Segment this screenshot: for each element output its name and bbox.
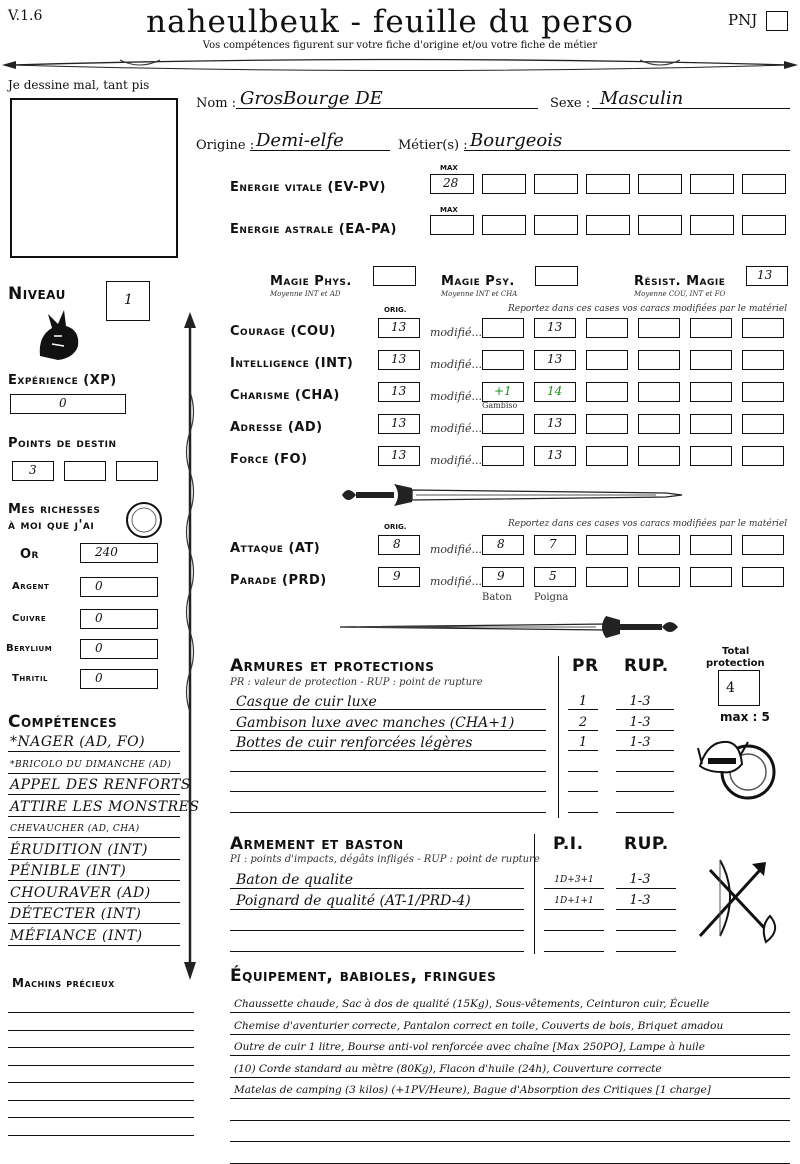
armement-divider-v <box>534 834 535 954</box>
richesse-label-1: Argent <box>12 581 50 592</box>
ev-max-label: MAX <box>440 164 458 172</box>
coin-icon <box>124 500 164 540</box>
machin-line[interactable] <box>8 1047 194 1048</box>
carac-orig-box-3[interactable]: 13 <box>378 414 420 434</box>
machin-line[interactable] <box>8 1135 194 1136</box>
ev-box-4[interactable] <box>586 174 630 194</box>
ea-box-6[interactable] <box>690 215 734 235</box>
arme-line <box>230 909 524 910</box>
destin-box-1[interactable]: 3 <box>12 461 54 481</box>
arme-rup[interactable]: 1-3 <box>629 893 651 908</box>
armure-pr-line <box>568 709 598 710</box>
arme-rup-line <box>616 930 676 931</box>
carac-label-1: Intelligence (INT) <box>230 356 354 371</box>
machin-line[interactable] <box>8 1065 194 1066</box>
competence-line <box>8 945 180 946</box>
modifie-label: modifié... <box>430 543 482 556</box>
armure-rup-line <box>616 750 674 751</box>
origine-label: Origine : <box>196 138 255 153</box>
carac-box-0-5[interactable] <box>742 318 784 338</box>
combat-note-1: Baton <box>482 592 512 603</box>
experience-label: Expérience (XP) <box>8 373 117 388</box>
ea-label: Energie astrale (EA-PA) <box>230 222 397 237</box>
magie-psy-box[interactable] <box>535 266 578 286</box>
helmet-shield-icon <box>694 726 778 810</box>
carac-box-2-3[interactable] <box>638 382 680 402</box>
equipement-line <box>230 1012 790 1013</box>
total-protection-label-2: protection <box>706 658 765 669</box>
competence-item: CHOURAVER (AD) <box>10 884 151 901</box>
arme-rup[interactable]: 1-3 <box>629 872 651 887</box>
carac-note-combat: Reportez dans ces cases vos caracs modifiées par le matériel <box>508 519 788 529</box>
magie-phys-sub: Moyenne INT et AD <box>270 290 341 298</box>
armures-title: Armures et protections <box>230 656 435 676</box>
arme-pi[interactable]: 1D+1+1 <box>554 896 594 906</box>
niveau-label: Niveau <box>8 284 66 304</box>
equipement-line <box>230 1120 790 1121</box>
armure-rup[interactable]: 1-3 <box>629 714 651 730</box>
niveau-box[interactable]: 1 <box>106 281 150 321</box>
carac-box-0-2[interactable] <box>586 318 628 338</box>
equipement-item[interactable]: Outre de cuir 1 litre, Bourse anti-vol renforcée avec chaîne [Max 250PO], Lampe à huile <box>234 1041 705 1053</box>
arme-line <box>230 888 524 889</box>
resist-magie-box[interactable]: 13 <box>746 266 788 286</box>
equipement-item[interactable]: Matelas de camping (3 kilos) (+1PV/Heure), Bague d'Absorption des Critiques [1 charge] <box>234 1084 711 1096</box>
combat-box-0-2[interactable] <box>586 535 628 555</box>
combat-box-0-1[interactable]: 7 <box>534 535 576 555</box>
competence-line <box>8 902 180 903</box>
richesse-label-0: Or <box>20 547 39 562</box>
richesse-box-3[interactable]: 0 <box>80 639 158 659</box>
combat-box-1-4[interactable] <box>690 567 732 587</box>
sexe-value[interactable]: Masculin <box>600 88 684 109</box>
carac-box-3-0[interactable] <box>482 414 524 434</box>
carac-box-2-0[interactable]: +1 <box>482 382 524 402</box>
richesse-label-3: Berylium <box>6 643 53 654</box>
armement-subtitle: PI : points d'impacts, dégâts infligés - RUP : point de rupture <box>230 854 540 865</box>
richesse-box-1[interactable]: 0 <box>80 577 158 597</box>
carac-box-3-4[interactable] <box>690 414 732 434</box>
competence-line <box>8 751 180 752</box>
modifie-label: modifié... <box>430 358 482 371</box>
richesse-label-4: Thritil <box>12 673 49 684</box>
arme-line <box>230 951 524 952</box>
equipement-line <box>230 1098 790 1099</box>
combat-box-1-0[interactable]: 9 <box>482 567 524 587</box>
carac-box-1-5[interactable] <box>742 350 784 370</box>
equipement-line <box>230 1141 790 1142</box>
competence-line <box>8 794 180 795</box>
arme-name[interactable]: Poignard de qualité (AT-1/PRD-4) <box>236 893 471 909</box>
carac-box-2-5[interactable] <box>742 382 784 402</box>
carac-box-0-0[interactable] <box>482 318 524 338</box>
combat-box-0-0[interactable]: 8 <box>482 535 524 555</box>
competence-line <box>8 859 180 860</box>
armure-rup-line <box>616 771 674 772</box>
combat-label-0: Attaque (AT) <box>230 541 321 556</box>
arme-rup-line <box>616 909 676 910</box>
machin-line[interactable] <box>8 1012 194 1013</box>
combat-box-0-4[interactable] <box>690 535 732 555</box>
total-protection-box[interactable]: 4 <box>718 670 760 706</box>
carac-orig-box-2[interactable]: 13 <box>378 382 420 402</box>
carac-box-1-4[interactable] <box>690 350 732 370</box>
competence-item: ÉRUDITION (INT) <box>10 841 148 858</box>
total-protection-label-1: Total <box>722 646 750 657</box>
metier-label: Métier(s) : <box>398 138 468 153</box>
ea-max-label: MAX <box>440 206 458 214</box>
carac-box-1-0[interactable] <box>482 350 524 370</box>
carac-box-4-0[interactable] <box>482 446 524 466</box>
machin-line[interactable] <box>8 1100 194 1101</box>
competence-item: PÉNIBLE (INT) <box>10 863 127 879</box>
competence-item: MÉFIANCE (INT) <box>10 927 143 944</box>
equipement-line <box>230 1055 790 1056</box>
sexe-underline <box>592 108 790 109</box>
experience-box[interactable]: 0 <box>10 394 126 414</box>
sword-divider-1 <box>336 478 686 512</box>
orig-header-combat: ORIG. <box>384 523 407 531</box>
competence-item: CHEVAUCHER (AD, CHA) <box>10 824 140 834</box>
sheet-subtitle: Vos compétences figurent sur votre fiche d'origine et/ou votre fiche de métier <box>202 40 598 51</box>
combat-box-1-2[interactable] <box>586 567 628 587</box>
machin-line[interactable] <box>8 1082 194 1083</box>
machin-line[interactable] <box>8 1030 194 1031</box>
combat-box-1-1[interactable]: 5 <box>534 567 576 587</box>
machin-line[interactable] <box>8 1117 194 1118</box>
arme-name[interactable]: Baton de qualite <box>236 872 354 888</box>
modifie-label: modifié... <box>430 422 482 435</box>
ev-label: Energie vitale (EV-PV) <box>230 180 386 195</box>
combat-box-0-3[interactable] <box>638 535 680 555</box>
nom-label: Nom : <box>196 96 237 111</box>
armement-col-pi: P.I. <box>553 834 584 854</box>
carac-label-3: Adresse (AD) <box>230 420 323 435</box>
armures-col-pr: PR <box>572 656 599 676</box>
richesse-box-4[interactable]: 0 <box>80 669 158 689</box>
armure-line <box>230 791 546 792</box>
armure-rup[interactable]: 1-3 <box>629 735 651 750</box>
combat-orig-box-0[interactable]: 8 <box>378 535 420 555</box>
armure-rup-line <box>616 812 674 813</box>
armure-name[interactable]: Casque de cuir luxe <box>236 694 377 710</box>
pnj-checkbox[interactable] <box>766 11 788 31</box>
origine-underline <box>250 150 390 151</box>
magie-psy-label: Magie Psy. <box>441 274 515 289</box>
ea-box-2[interactable] <box>482 215 526 235</box>
competence-item: APPEL DES RENFORTS <box>10 777 191 793</box>
armure-pr[interactable]: 1 <box>578 735 588 750</box>
equipement-item[interactable]: Chaussette chaude, Sac à dos de qualité (15Kg), Sous-vêtements, Ceinturon cuir, Écuelle <box>234 998 710 1010</box>
richesses-label-1: Mes richesses <box>8 502 101 517</box>
competence-item: *NAGER (AD, FO) <box>10 734 146 750</box>
carac-box-0-3[interactable] <box>638 318 680 338</box>
machins-title: Machins précieux <box>12 976 115 990</box>
magie-phys-label: Magie Phys. <box>270 274 352 289</box>
carac-orig-box-1[interactable]: 13 <box>378 350 420 370</box>
carac-box-3-2[interactable] <box>586 414 628 434</box>
armure-name[interactable]: Bottes de cuir renforcées légères <box>236 735 473 751</box>
armures-col-rup: RUP. <box>624 656 669 676</box>
combat-note-2: Poigna <box>534 592 569 603</box>
armure-pr-line <box>568 750 598 751</box>
resist-magie-label: Résist. Magie <box>634 274 726 289</box>
metier-underline <box>464 150 790 151</box>
destin-box-2[interactable] <box>64 461 106 481</box>
modifie-label: modifié... <box>430 575 482 588</box>
combat-label-1: Parade (PRD) <box>230 573 327 588</box>
ea-box-7[interactable] <box>742 215 786 235</box>
sword-divider-2 <box>336 610 686 644</box>
combat-box-1-3[interactable] <box>638 567 680 587</box>
carac-box-4-5[interactable] <box>742 446 784 466</box>
carac-box-0-1[interactable]: 13 <box>534 318 576 338</box>
carac-box-3-5[interactable] <box>742 414 784 434</box>
armure-pr[interactable]: 1 <box>578 694 588 709</box>
armure-line <box>230 812 546 813</box>
carac-box-2-1[interactable]: 14 <box>534 382 576 402</box>
armure-pr[interactable]: 2 <box>578 714 588 730</box>
ev-box-6[interactable] <box>690 174 734 194</box>
sheet-title: naheulbeuk - feuille du perso <box>146 4 634 40</box>
carac-mod-note: Gambiso <box>482 401 518 410</box>
portrait-caption: Je dessine mal, tant pis <box>8 78 150 92</box>
origine-value[interactable]: Demi-elfe <box>256 130 344 151</box>
arme-pi-line <box>544 930 604 931</box>
armure-pr-line <box>568 730 598 731</box>
armure-rup-line <box>616 791 674 792</box>
version: V.1.6 <box>8 8 43 24</box>
carac-box-4-1[interactable]: 13 <box>534 446 576 466</box>
destin-box-3[interactable] <box>116 461 158 481</box>
carac-box-2-4[interactable] <box>690 382 732 402</box>
equipement-item[interactable]: Chemise d'aventurier correcte, Pantalon correct en toile, Couverts de bois, Briquet amadou <box>234 1019 724 1032</box>
carac-box-4-4[interactable] <box>690 446 732 466</box>
ev-box-2[interactable] <box>482 174 526 194</box>
magie-psy-sub: Moyenne INT et CHA <box>441 290 518 298</box>
arme-rup-line <box>616 951 676 952</box>
combat-orig-box-1[interactable]: 9 <box>378 567 420 587</box>
carac-box-2-2[interactable] <box>586 382 628 402</box>
magie-phys-box[interactable] <box>373 266 416 286</box>
richesse-label-2: Cuivre <box>12 613 47 624</box>
richesses-label-2: à moi que j'ai <box>8 518 95 533</box>
ea-box-4[interactable] <box>586 215 630 235</box>
carac-box-3-3[interactable] <box>638 414 680 434</box>
carac-box-0-4[interactable] <box>690 318 732 338</box>
weapons-icon <box>690 856 782 946</box>
nom-underline <box>236 108 538 109</box>
armure-rup[interactable]: 1-3 <box>629 694 651 709</box>
armure-pr-line <box>568 771 598 772</box>
equipement-line <box>230 1077 790 1078</box>
ea-box-1[interactable] <box>430 215 474 235</box>
armure-pr-line <box>568 791 598 792</box>
carac-orig-box-4[interactable]: 13 <box>378 446 420 466</box>
carac-box-1-2[interactable] <box>586 350 628 370</box>
ev-box-5[interactable] <box>638 174 682 194</box>
nom-value[interactable]: GrosBourge DE <box>240 88 383 109</box>
arme-line <box>230 930 524 931</box>
arme-pi-line <box>544 909 604 910</box>
armure-line <box>230 771 546 772</box>
arme-pi-line <box>544 951 604 952</box>
competence-line <box>8 773 180 774</box>
competence-line <box>8 837 180 838</box>
carac-note: Reportez dans ces cases vos caracs modifiées par le matériel <box>508 304 788 314</box>
richesse-box-2[interactable]: 0 <box>80 609 158 629</box>
armures-subtitle: PR : valeur de protection - RUP : point de rupture <box>230 677 483 688</box>
equipement-title: Équipement, babioles, fringues <box>230 966 497 986</box>
equipement-line <box>230 1034 790 1035</box>
arme-pi[interactable]: 1D+3+1 <box>554 875 594 885</box>
arme-pi-line <box>544 888 604 889</box>
armure-rup-line <box>616 709 674 710</box>
competence-line <box>8 880 180 881</box>
competence-item: ATTIRE LES MONSTRES <box>10 798 200 815</box>
armure-rup-line <box>616 730 674 731</box>
competence-item: DÉTECTER (INT) <box>10 906 142 922</box>
carac-box-1-1[interactable]: 13 <box>534 350 576 370</box>
armement-col-rup: RUP. <box>624 834 669 854</box>
ev-box-1[interactable]: 28 <box>430 174 474 194</box>
armures-divider-v <box>558 656 559 818</box>
ev-box-3[interactable] <box>534 174 578 194</box>
armure-pr-line <box>568 812 598 813</box>
competence-line <box>8 923 180 924</box>
ea-box-5[interactable] <box>638 215 682 235</box>
metier-value[interactable]: Bourgeois <box>470 130 563 151</box>
competence-item: *BRICOLO DU DIMANCHE (AD) <box>10 759 172 770</box>
carac-box-4-2[interactable] <box>586 446 628 466</box>
modifie-label: modifié... <box>430 390 482 403</box>
competences-title: Compétences <box>8 712 118 732</box>
equipement-item[interactable]: (10) Corde standard au mètre (80Kg), Flacon d'huile (24h), Couverture correcte <box>234 1062 662 1075</box>
resist-magie-sub: Moyenne COU, INT et FO <box>634 290 726 298</box>
carac-box-1-3[interactable] <box>638 350 680 370</box>
sexe-label: Sexe : <box>550 96 591 111</box>
ea-box-3[interactable] <box>534 215 578 235</box>
richesse-box-0[interactable]: 240 <box>80 543 158 563</box>
armement-title: Armement et baston <box>230 834 404 854</box>
modifie-label: modifié... <box>430 454 482 467</box>
carac-label-4: Force (FO) <box>230 452 308 467</box>
destin-label: Points de destin <box>8 436 117 451</box>
decorative-spear-header <box>0 52 800 78</box>
armure-name[interactable]: Gambison luxe avec manches (CHA+1) <box>236 714 515 731</box>
arme-rup-line <box>616 888 676 889</box>
competence-line <box>8 816 180 817</box>
modifie-label: modifié... <box>430 326 482 339</box>
dragon-icon <box>34 306 84 362</box>
max-protection: max : 5 <box>720 710 770 724</box>
carac-box-4-3[interactable] <box>638 446 680 466</box>
ev-box-7[interactable] <box>742 174 786 194</box>
combat-box-1-5[interactable] <box>742 567 784 587</box>
equipement-line <box>230 1163 790 1164</box>
decorative-vertical-spear <box>182 312 198 980</box>
carac-box-3-1[interactable]: 13 <box>534 414 576 434</box>
carac-orig-box-0[interactable]: 13 <box>378 318 420 338</box>
carac-label-0: Courage (COU) <box>230 324 336 339</box>
pnj-label: PNJ <box>728 11 758 29</box>
combat-box-0-5[interactable] <box>742 535 784 555</box>
orig-header: ORIG. <box>384 306 407 314</box>
portrait-box[interactable] <box>10 98 178 258</box>
carac-label-2: Charisme (CHA) <box>230 388 340 403</box>
